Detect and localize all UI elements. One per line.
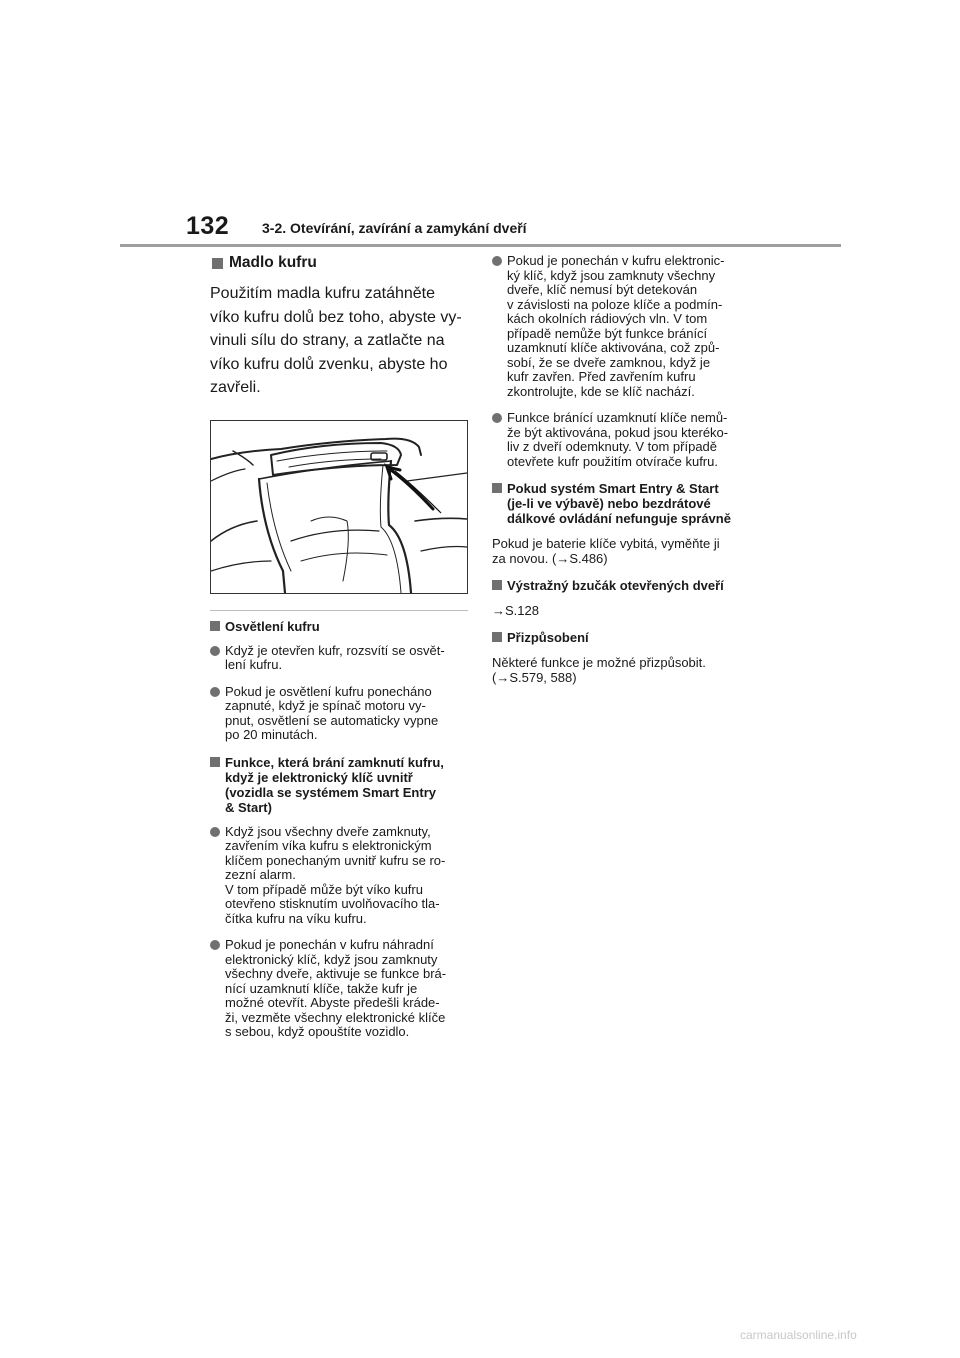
- round-bullet-icon: [210, 940, 220, 950]
- list-item-text: Když jsou všechny dveře zamknuty, zavřením víka kufru s elektronickým klíčem ponechaným uvnitř kufru se ro- zezní alarm. V tom případě může být víko kufru otevřeno stisknutím uvolňovacího tla- čítka kufru na víku kufru.: [225, 823, 446, 926]
- list-item-text: Pokud je ponechán v kufru náhradní elektronický klíč, když jsou zamknuty všechny dveře, aktivuje se funkce brá- nící uzamknutí klíče, takže kufr je možné otevřít. Abyste předešli kráde- ži, vezměte všechny elektronické klíče s sebou, když opouštíte vozidlo.: [225, 937, 447, 1039]
- round-bullet-icon: [492, 413, 502, 423]
- trunk-lid-drawing: [211, 421, 467, 593]
- left-column: [210, 254, 468, 1046]
- list-item-text: Pokud je osvětlení kufru ponecháno zapnuté, když je spínač motoru vy- pnut, osvětlení se automaticky vypne po 20 minutách.: [225, 683, 439, 742]
- customization-heading-text: Přizpůsobení: [507, 630, 589, 645]
- list-item-text: Pokud je ponechán v kufru elektronic- ký klíč, když jsou zamknuty všechny dveře, klíč nemusí být detekován v závislosti na poloze klíče a podmín- kách okolních rádiových vln. V tom případě nemůže být funkce bránící uzamknutí klíče aktivována, což způ- sobí, že se dveře zamknou, když je kufr zavřen. Před zavřením kufru zkontrolujte, kde se klíč nachází.: [507, 253, 725, 399]
- footer-watermark: carmanualsonline.info: [740, 1328, 857, 1342]
- customization-heading: [492, 630, 754, 645]
- round-bullet-icon: [210, 646, 220, 656]
- door-alarm-heading: [492, 578, 754, 593]
- trunk-handle-heading: [210, 254, 468, 272]
- round-bullet-icon: [210, 827, 220, 837]
- smart-entry-heading-text: Pokud systém Smart Entry & Start (je-li ve výbavě) nebo bezdrátové dálkové ovládání nefunguje správně: [507, 481, 731, 526]
- square-bullet-icon: [492, 580, 502, 590]
- square-bullet-icon: [492, 632, 502, 642]
- door-alarm-reference: →S.128: [492, 603, 539, 618]
- trunk-light-heading: [210, 619, 468, 634]
- page-header: [0, 0, 960, 250]
- smart-entry-heading: [492, 481, 754, 526]
- square-bullet-icon: [210, 757, 220, 767]
- trunk-light-heading-text: Osvětlení kufru: [225, 618, 320, 634]
- section-title: 3-2. Otevírání, zavírání a zamykání dveří: [262, 220, 527, 236]
- right-column: [492, 254, 754, 691]
- list-item: [210, 685, 468, 743]
- list-item-text: Funkce bránící uzamknutí klíče nemů- že být aktivována, pokud jsou kteréko- liv z dveří odemknuty. V tom případě otevřete kufr použitím otvírače kufru.: [507, 410, 729, 469]
- list-item-text: Když je otevřen kufr, rozsvítí se osvět- lení kufru.: [225, 642, 445, 672]
- round-bullet-icon: [492, 256, 502, 266]
- trunk-handle-text: Použitím madla kufru zatáhněte víko kufru dolů bez toho, abyste vy-vinuli sílu do strany, a zatlačte na víko kufru dolů zvenku, abyste ho zavřeli.: [210, 285, 462, 396]
- door-alarm-heading-text: Výstražný bzučák otevřených dveří: [507, 578, 724, 593]
- square-bullet-icon: [210, 621, 220, 631]
- key-lock-prevention-heading-text: Funkce, která brání zamknutí kufru, když je elektronický klíč uvnitř (vozidla se systémem Smart Entry & Start): [225, 754, 444, 815]
- square-bullet-icon: [492, 483, 502, 493]
- list-item: [210, 644, 468, 673]
- list-item: [210, 825, 468, 927]
- round-bullet-icon: [210, 687, 220, 697]
- square-bullet-icon: [212, 258, 223, 269]
- trunk-handle-heading-text: Madlo kufru: [229, 254, 317, 271]
- key-lock-prevention-heading: [210, 755, 468, 815]
- header-rule: [120, 244, 841, 247]
- list-item: [492, 411, 754, 469]
- list-item: [210, 938, 468, 1040]
- trunk-handle-illustration: [210, 420, 468, 594]
- smart-entry-text: Pokud je baterie klíče vybitá, vyměňte ji za novou. (→S.486): [492, 536, 720, 566]
- page-number: 132: [186, 212, 230, 240]
- list-item: [492, 254, 754, 399]
- customization-text: Některé funkce je možné přizpůsobit. (→S.579, 588): [492, 655, 706, 685]
